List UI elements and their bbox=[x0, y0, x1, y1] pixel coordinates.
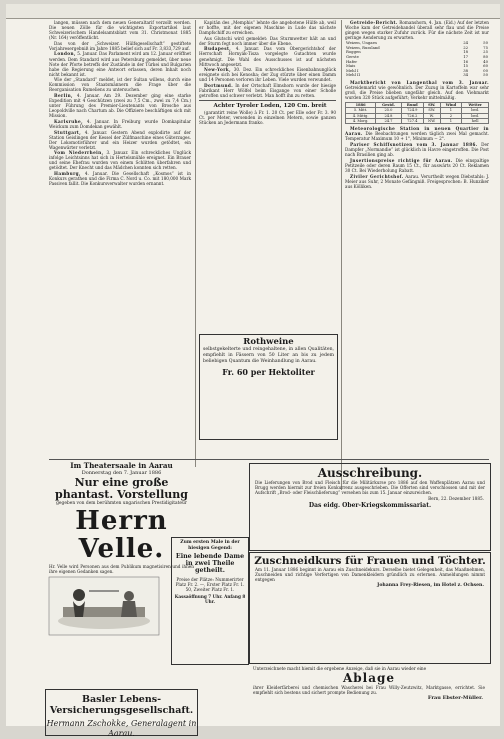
report-item: Marktbericht von Langenthal vom 3. Januar. Getreidemarkt wie gewöhnlich. Der Zuzug in Kartoffeln war sehr groß, die Preise blieben ungefähr gleich. Auf den Viehmarkt wurden 320 Stück aufgeführt; Verkehr mittelmäßig. bbox=[345, 79, 489, 101]
sewing-course-heading: Zuschneidkurs für Frauen und Töchter. bbox=[254, 555, 486, 567]
dateline: Karlsruhe, bbox=[54, 118, 83, 124]
table-cell: NW. bbox=[423, 119, 440, 124]
table-cell: bed. bbox=[462, 108, 489, 113]
report-title: Marktbericht von Langenthal vom 3. Januar. bbox=[350, 79, 489, 85]
table-cell: 24.8 bbox=[376, 113, 402, 118]
sewing-course-ad bbox=[249, 552, 491, 664]
news-item: London, 5. Januar. Das Parlament wird am 12. Januar eröffnet werden. Dem Standard wird aus Petersburg gemeldet, über neue Note der Pforte betreffs der Zustände in der Türkei und Bulgarien habe die Regierung eine Antwort erlassen, deren Inhalt noch nicht bekannt ist. bbox=[49, 51, 191, 77]
table-cell: 17 bbox=[463, 53, 469, 59]
illusion-kicker: Zum ersten Male in der hiesigen Gegend: bbox=[180, 540, 240, 551]
wine-ad bbox=[199, 334, 338, 440]
dateline: London, bbox=[54, 51, 76, 57]
table-cell: Mais bbox=[346, 63, 356, 69]
table-cell: 16 bbox=[463, 58, 469, 64]
page-top-margin bbox=[6, 4, 500, 19]
table-cell: 24.7 bbox=[376, 119, 402, 124]
table-row bbox=[345, 73, 489, 78]
table-cell: Gerste bbox=[346, 53, 359, 59]
table-cell: 60 bbox=[483, 63, 488, 69]
insurance-company: Basler Lebens-Versicherungsgesellschaft. bbox=[49, 694, 194, 716]
weather-table bbox=[345, 102, 489, 124]
table-cell: 726.2 bbox=[401, 113, 423, 118]
section-divider bbox=[49, 459, 489, 460]
illusion-times: Kassaöffnung 7 Uhr. Anfang 8 Uhr. bbox=[174, 593, 246, 604]
wine-ad-price: Fr. 60 per Hektoliter bbox=[222, 367, 315, 377]
column-rule bbox=[195, 20, 196, 467]
sewing-course-text: Am 11. Januar 1886 beginnt in Aarau ein Zuschneidekurs. Derselbe bietet Gelegenheit, das Maaßnehmen, Zuschneiden und richtige Verfertigen von Damenkleidern gründlich zu erlernen. Anmeldungen nimmt entgegen bbox=[255, 567, 485, 583]
report-item: Getreide-Bericht. Romanshorn, 4. Jan. (Eid.) Auf der letzten Woche kam der Getreidehandel überall sehr flau und die Preise gingen wegen starker Zufuhr zurück. Für die nächste Zeit ist nur geringe Aenderung zu erwarten. bbox=[345, 20, 489, 41]
table-cell: 1 bbox=[440, 108, 462, 113]
table-cell: 5. Mitt. bbox=[346, 108, 376, 113]
dateline: Hamburg, bbox=[54, 171, 81, 177]
table-header-cell: Rund bbox=[401, 103, 423, 108]
report-title: Pariser Schiffsnotizen vom 3. Januar 1886. bbox=[350, 142, 478, 148]
news-item: Vom Niederrhein, 3. Januar. Ein schreckliches Unglück infolge Leichtsinns hat sich in Hertelsmühle ereignet. Ein Brauer und seine Ehefrau wurden von einem Schlitten überfahren und getödtet. Der Knecht und das Mädchen konnten sich retten. bbox=[49, 150, 192, 171]
column-right bbox=[345, 20, 489, 368]
illusion-headline: Eine lebende Dame in zwei Theile getheilt. bbox=[175, 553, 245, 575]
wine-ad-heading: Rothweine bbox=[243, 337, 294, 347]
separator-line bbox=[199, 100, 336, 101]
column-left bbox=[49, 20, 191, 467]
news-item: Stuttgart, 4. Januar. Gestern Abend explodirte auf der Station Geislingen der Kessel der Zülfmaschine eines Güterzuges. Der Lokomotivführer und ein Heizer wurden getödtet, ein Wagenwärter verletzt. bbox=[49, 129, 191, 150]
dry-cleaning-signature: Frau Ebster-Müller. bbox=[427, 695, 483, 702]
report-item: Jnsertionspreise richtige für Aarau. Die einspaltige Petitzeile oder deren Raum 15 Ct., für auswärts 20 Ct. Reklamen 30 Ct. Bei Wiederholung Rabatt. bbox=[345, 157, 489, 173]
table-header-cell: Wind bbox=[440, 103, 462, 108]
table-cell: Roggen bbox=[346, 49, 361, 55]
dateline: Stuttgart, bbox=[54, 129, 82, 135]
news-item: New-York, 30. Dez. Ein schreckliches Eisenbahnunglück ereignete sich bei Kenosha; der Zug stürzte über einen Damm und 14 Personen verloren ihr Leben. Viele wurden verwundet. bbox=[199, 67, 336, 83]
report-item: Meteorologische Station in neuen Quartier in Aarau. Die Beobachtungen werden täglich zwei Mal gemacht. Temperatur Maximum 10 + 1°, Minimum − 2°. bbox=[345, 126, 489, 142]
tender-date: Bern, 22. Dezember 1885. bbox=[428, 495, 484, 501]
table-cell: 50 bbox=[483, 40, 488, 46]
article-paragraph: Aus Glutschi wird gemeldet: Das Sturmwetter hält an und der Sturm fegt noch immer über die Ebene. bbox=[199, 35, 336, 46]
table-cell: Weizen, Ungarn bbox=[346, 40, 377, 46]
dry-cleaning-intro: Unterzeichnete macht hiemit die ergebene Anzeige, daß sie in Aarau wieder eine bbox=[253, 666, 427, 671]
table-header-cell: Wetter bbox=[462, 103, 489, 108]
illusion-ad bbox=[171, 537, 249, 665]
table-cell: 727.4 bbox=[401, 119, 423, 124]
article-paragraph: Wie der „Standard“ meldet, ist der Sultan willens, durch eine Kommission von Staatsmännern die Frage über die Reorganisation Rumeliens zu untersuchen. bbox=[49, 77, 191, 93]
notice-text: (garantirt reine Wolle) à Fr. 1. 20 Ct. per Elle oder Fr. 3. 90 Ct. per Meter, versenden in einzelnen Metern, sowie ganzen Stücken an Jedermann franko. bbox=[199, 110, 336, 126]
article-paragraph: langen, müssen nach dem neuen Generaltarif verzollt werden. Die neuen Zölle für die wichtigsten Exportartikel laut Schweizerischem Handelsamtsblatt vom 31. Christmonat 1885 (Nr. 164) veröffentlicht. bbox=[49, 20, 191, 41]
table-cell: hell bbox=[462, 119, 489, 124]
table-cell: 4. Mittg. bbox=[346, 113, 376, 118]
table-cell: 1 bbox=[440, 119, 462, 124]
grain-price-table bbox=[345, 41, 489, 78]
news-item: Hamburg, 4. Januar. Die Gesellschaft „Kosmos“ ist in Konkurs gerathen und die Firma C. Nord u. Co. mit 180,000 Mark Passiven fallit. Die Konkursverwalter wurden ernannt. bbox=[49, 171, 191, 187]
dateline: Budapest, bbox=[204, 46, 232, 52]
report-item: Ziviler Gerichtshof. Aarau. Verurtheilt wegen Diebstahls: J. Meier aus Suhr, 2 Monate Gefängniß. Freigesprochen: B. Hunziker aus Kölliken. bbox=[345, 173, 489, 189]
table-cell: 25.0 bbox=[376, 108, 402, 113]
article-paragraph: Kapitän des „Memphis“ lehnte die angebotene Hülfe ab, weil er hoffte, mit der eigenen Maschine in Lude das nächste Dampfschiff zu erreichen. bbox=[199, 20, 336, 36]
table-row bbox=[346, 119, 489, 124]
performer-name: Herrn Velle. bbox=[75, 506, 168, 565]
tender-notice bbox=[249, 463, 491, 551]
dateline: Vom Niederrhein, bbox=[54, 150, 104, 156]
table-cell: 24 bbox=[463, 40, 469, 46]
table-cell: 75 bbox=[483, 44, 488, 50]
news-item: Karlsruhe, 4. Januar. In Freiburg wurde Domkapitular Weickum zum Domdekan gewählt. bbox=[49, 118, 191, 129]
news-item: Budapest, 4. Januar. Das vom Obergerichtshof der Herrschaft Hornyák-Tisza vorgelegte Gutachten wurde genehmigt. Die Wahl des Ausschusses ist auf nächsten Mittwoch angesetzt. bbox=[199, 46, 336, 67]
theater-subline: gegeben von dem berühmten ungarischen Prestidigitateur bbox=[56, 501, 187, 506]
article-paragraph: Das von der „Schweizer. Hülfsgesellschaft“ gestiftete Vorjahresergebniß im Jahre 1885 belief sich auf Fr. 3,833,729 auf. bbox=[49, 40, 191, 51]
tender-authority: Das eidg. Ober-Kriegskommissariat. bbox=[308, 501, 432, 509]
table-header-cell: SW. bbox=[423, 103, 440, 108]
notice-heading: Achter Tyroler Loden, 120 Cm. breit bbox=[213, 103, 327, 110]
report-title: Jnsertionspreise richtige für Aarau. bbox=[350, 157, 453, 163]
table-cell: 22 bbox=[463, 44, 469, 50]
table-cell: Hafer bbox=[346, 58, 358, 64]
table-cell: Weizen, Russland bbox=[346, 44, 380, 50]
table-cell: 38 bbox=[463, 67, 469, 73]
table-cell: Mehl II bbox=[346, 72, 361, 78]
table-cell: 34 bbox=[463, 72, 469, 78]
theater-headline: Nur eine große phantast. Vorstellung bbox=[55, 476, 188, 501]
illusion-prices: Preise der Plätze: Nummerirter Platz Fr. 2. —, Erster Platz Fr. 1. 50, Zweiter Platz Fr. 1. bbox=[175, 576, 245, 592]
news-item: Dortmund. In der Ortschaft Elmshorn wurde der hiesige Fabrikant Herr Wölfel beim Eisgange von einer Scholle getroffen und schwer verletzt. Man hofft ihn zu retten. bbox=[199, 82, 336, 99]
report-title: Ziviler Gerichtshof. bbox=[350, 173, 404, 179]
table-cell: 25 bbox=[483, 49, 488, 55]
wine-ad-text: selbstgekelterte und reingehaltene, in allen Qualitäten, empfiehlt in Fässern von 50 Liter an bis zu jedem beliebigen Quantum die Weinhandlung in Aarau. bbox=[203, 347, 334, 364]
report-title: Meteorologische Station in neuen Quartier in Aarau. bbox=[345, 126, 489, 137]
magician-illustration-icon bbox=[49, 577, 159, 635]
dateline: Berlin, bbox=[54, 93, 73, 99]
theater-body: Hr. Velle wird Personen aus dem Publikum magnetisiren und ihnen ihre eigenen Gedanken sagen. bbox=[49, 564, 194, 575]
report-item: Pariser Schiffsnotizen vom 3. Januar 1886. Der Dampfer „Normandie“ ist glücklich in Havre eingetroffen. Die Post nach Brasilien ging ab. bbox=[345, 142, 489, 158]
column-middle bbox=[199, 20, 336, 332]
table-cell: 2 bbox=[440, 113, 462, 118]
insurance-agent: Hermann Zschokke, Generalagent in Aarau. bbox=[46, 719, 197, 738]
column-rule bbox=[341, 20, 342, 490]
table-cell: 40 bbox=[483, 58, 488, 64]
table-cell: 4. Morg. bbox=[346, 119, 376, 124]
table-cell: 724.9 bbox=[401, 108, 423, 113]
theater-date: Donnerstag den 7. Januar 1886 bbox=[81, 470, 162, 476]
sewing-course-signature: Johanna Frey-Riesen, im Hotel z. Ochsen. bbox=[377, 582, 484, 588]
table-cell: 80 bbox=[483, 53, 488, 59]
table-cell: bed. bbox=[462, 113, 489, 118]
table-cell: 00 bbox=[483, 67, 488, 73]
dry-cleaning-text: ihrer Kleiderfärberei und chemischen Wascherei bei Frau Willy-Zeutzwitz, Marktgasse, errichtet. Sie empfiehlt sich bestens und sichert prompte Bedienung zu. bbox=[253, 685, 485, 696]
report-title: Getreide-Bericht. bbox=[350, 20, 398, 25]
theater-heading: Im Theatersaale in Aarau bbox=[70, 461, 173, 470]
table-header-cell: Gestd. bbox=[376, 103, 402, 108]
dry-cleaning-heading: Ablage bbox=[342, 671, 396, 685]
table-cell: W. bbox=[423, 113, 440, 118]
news-item: Berlin, 4. Januar. Am 29. Dezember ging eine starke Expedition mit 4 Geschützen (zwei zu 7,5 Cm., zwei zu 7,4 Cm.) unter Führung des Premier-Lieutenants von Brosche aus Leopoldville nach Chartum ab. Die Offiziere beschäftigen sich mit Mission. bbox=[49, 93, 191, 119]
table-header-cell: 1886 bbox=[346, 103, 376, 108]
newspaper-page bbox=[6, 4, 500, 738]
tender-heading: Ausschreibung. bbox=[317, 466, 423, 480]
table-cell: Mehl I bbox=[346, 67, 359, 73]
table-cell: SW. bbox=[423, 108, 440, 113]
table-cell: 15 bbox=[463, 63, 469, 69]
table-cell: 18 bbox=[463, 49, 469, 55]
dry-cleaning-ad bbox=[249, 666, 489, 726]
insurance-ad bbox=[45, 689, 198, 736]
dateline: Dortmund. bbox=[204, 82, 234, 88]
dateline: New-York, bbox=[204, 67, 231, 73]
table-cell: 50 bbox=[483, 72, 488, 78]
tender-text: Die Lieferungen von Brod und Fleisch für die Militärkurse pro 1886 auf den Waffenplätzen Aarau und Brugg werden hiermit zur freien Konkurrenz ausgeschrieben. Die Offerten sind verschlossen und mit der Aufschrift „Brod- oder Fleischlieferung“ versehen bis zum 15. Januar einzureichen. bbox=[255, 480, 485, 496]
